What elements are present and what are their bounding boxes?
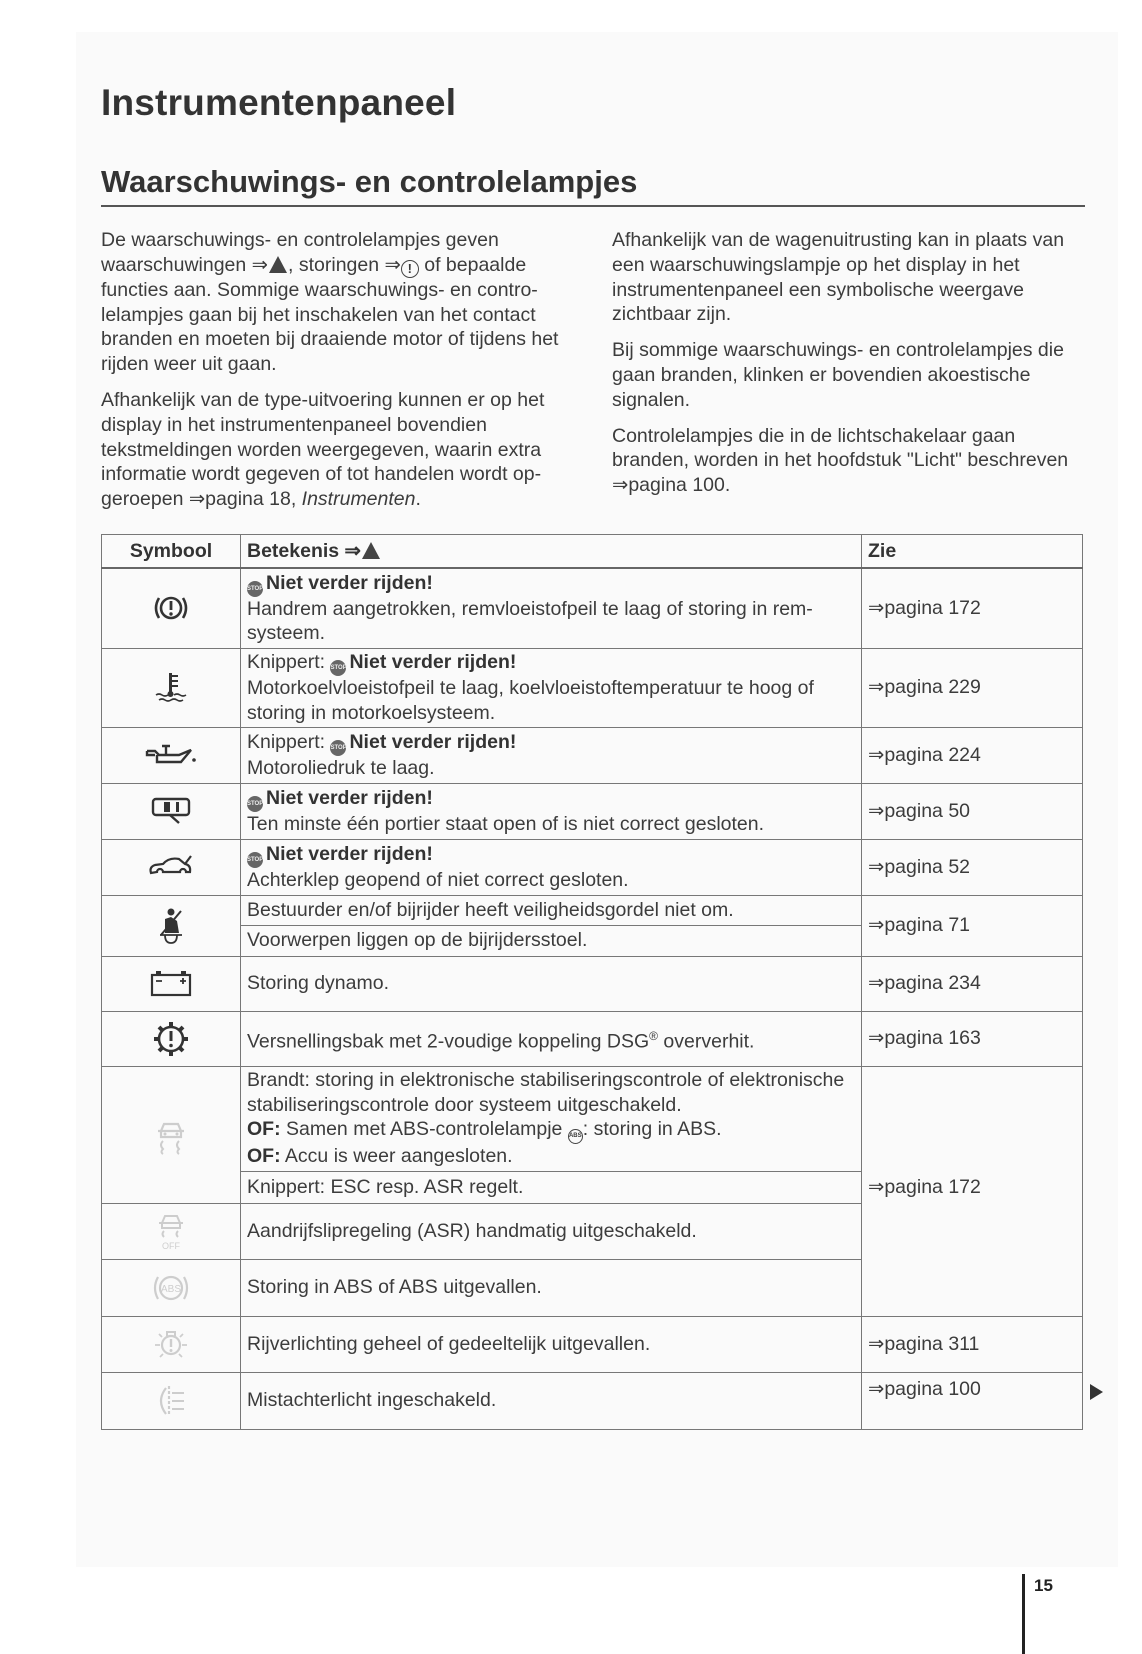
row-meaning: Storing in ABS of ABS uitgevallen. bbox=[241, 1259, 862, 1316]
intro-right-column bbox=[612, 228, 1082, 509]
table-row bbox=[102, 648, 1083, 727]
battery-icon bbox=[149, 969, 193, 999]
row-meaning: Brandt: storing in elektronische stabiliseringscontrole of elektronische stabiliseringscontrole door systeem uitgeschakeld. OF: Samen met ABS-controlelampje ABS: storing in ABS. OF: Accu is weer aangesloten. bbox=[241, 1066, 862, 1171]
row-meaning: Mistachterlicht ingeschakeld. bbox=[241, 1372, 862, 1429]
page-reference-link[interactable]: ⇒pagina 163 bbox=[862, 1011, 1083, 1066]
table-row bbox=[102, 568, 1083, 648]
page-number: 15 bbox=[1034, 1576, 1053, 1595]
page-number-divider bbox=[1022, 1574, 1025, 1654]
page-reference-link[interactable]: ⇒pagina 172 bbox=[862, 568, 1083, 648]
row-meaning: Knippert: STOP Niet verder rijden! Motorkoelvloeistofpeil te laag, koelvloeistoftemperatuur te hoog of storing in motorkoelsysteem. bbox=[241, 648, 862, 727]
coolant-temperature-icon bbox=[151, 670, 191, 706]
table-row bbox=[102, 1316, 1083, 1372]
continue-arrow-icon bbox=[1090, 1384, 1103, 1400]
rear-fog-light-icon bbox=[152, 1383, 190, 1419]
tailgate-open-icon bbox=[147, 853, 195, 881]
table-row bbox=[102, 727, 1083, 783]
stop-sign-icon: STOP bbox=[247, 581, 263, 597]
header-symbol: Symbool bbox=[102, 535, 241, 569]
row-meaning: STOP Niet verder rijden! Handrem aangetrokken, remvloeistofpeil te laag of storing in remsysteem. bbox=[241, 568, 862, 648]
stop-sign-icon: STOP bbox=[247, 796, 263, 812]
oil-pressure-icon bbox=[144, 742, 198, 768]
page-reference-link[interactable]: ⇒pagina 234 bbox=[862, 956, 1083, 1011]
table-row bbox=[102, 783, 1083, 839]
chapter-title: Instrumentenpaneel bbox=[101, 82, 457, 123]
header-see: Zie bbox=[862, 535, 1083, 569]
table-row bbox=[102, 895, 1083, 925]
row-meaning: Versnellingsbak met 2-voudige koppeling DSG® oververhit. bbox=[241, 1011, 862, 1066]
page-reference-link[interactable]: ⇒pagina 52 bbox=[862, 839, 1083, 895]
page-reference-link[interactable]: ⇒pagina 311 bbox=[862, 1316, 1083, 1372]
stop-sign-icon: STOP bbox=[330, 660, 346, 676]
section-title: Waarschuwings- en controlelampjes bbox=[101, 164, 638, 199]
intro-right-paragraph-3: Controlelampjes die in de lichtschakelaar gaan branden, worden in het hoofdstuk "Licht" beschreven ⇒pagina 100. bbox=[612, 424, 1069, 497]
svg-text:OFF: OFF bbox=[162, 1241, 180, 1251]
link-instrumenten[interactable]: Instrumenten bbox=[301, 488, 416, 511]
table-row bbox=[102, 839, 1083, 895]
page-reference-link[interactable]: ⇒pagina 100 bbox=[862, 1372, 1083, 1429]
header-meaning: Betekenis ⇒ bbox=[241, 535, 862, 569]
svg-text:ABS: ABS bbox=[160, 1283, 182, 1295]
door-open-icon bbox=[150, 795, 192, 827]
table-row bbox=[102, 1066, 1083, 1171]
table-row bbox=[102, 1011, 1083, 1066]
row-meaning: Knippert: STOP Niet verder rijden! Motoroliedruk te laag. bbox=[241, 727, 862, 783]
gearbox-warning-icon bbox=[152, 1020, 190, 1058]
intro-right-paragraph-1: Afhankelijk van de wagenuitrusting kan in plaats van een waarschuwingslampje op het display in het instrumentenpaneel een symbolische weergave zichtbaar zijn. bbox=[612, 229, 1065, 326]
row-meaning: Voorwerpen liggen op de bijrijdersstoel. bbox=[241, 925, 862, 956]
warning-triangle-icon bbox=[362, 542, 380, 559]
warning-triangle-icon bbox=[269, 256, 287, 273]
stop-sign-icon: STOP bbox=[330, 740, 346, 756]
row-meaning: Bestuurder en/of bijrijder heeft veiligheidsgordel niet om. bbox=[241, 895, 862, 925]
section-divider bbox=[101, 205, 1085, 207]
warning-lamps-table bbox=[101, 534, 1083, 1430]
esc-icon bbox=[154, 1115, 188, 1155]
row-meaning: STOP Niet verder rijden! Ten minste één portier staat open of is niet correct gesloten. bbox=[241, 783, 862, 839]
exclamation-circle-icon: ! bbox=[401, 260, 419, 278]
page-reference-link[interactable]: ⇒pagina 229 bbox=[862, 648, 1083, 727]
intro-right-paragraph-2: Bij sommige waarschuwings- en controlelampjes die gaan branden, klinken er bovendien akoestische signalen. bbox=[612, 339, 1064, 411]
page-reference-link[interactable]: ⇒pagina 50 bbox=[862, 783, 1083, 839]
asr-off-icon bbox=[156, 1211, 186, 1251]
abs-icon: ABS bbox=[568, 1129, 583, 1144]
table-row bbox=[102, 956, 1083, 1011]
page-reference-link[interactable]: ⇒pagina 224 bbox=[862, 727, 1083, 783]
intro-paragraph-1: De waarschuwings- en controlelampjes geven waarschuwingen ⇒ , storingen ⇒ ! of bepaalde functies aan. Sommige waarschuwings- en controlelampjes gaan bij het inschakelen van het contact branden en moeten bij draaiende motor of tijdens het rijden weer uit gaan. bbox=[101, 229, 559, 376]
row-meaning: Rijverlichting geheel of gedeeltelijk uitgevallen. bbox=[241, 1316, 862, 1372]
bulb-failure-icon bbox=[152, 1325, 190, 1363]
abs-icon bbox=[150, 1272, 192, 1304]
table-header-row bbox=[102, 535, 1083, 569]
page-reference-link[interactable]: ⇒pagina 71 bbox=[862, 895, 1083, 956]
row-meaning: Aandrijfslipregeling (ASR) handmatig uitgeschakeld. bbox=[241, 1203, 862, 1259]
table-row bbox=[102, 1372, 1083, 1429]
row-meaning: Knippert: ESC resp. ASR regelt. bbox=[241, 1171, 862, 1203]
seatbelt-icon bbox=[155, 907, 187, 945]
brake-warning-icon bbox=[151, 592, 191, 624]
stop-sign-icon: STOP bbox=[247, 852, 263, 868]
intro-left-column bbox=[101, 228, 571, 523]
row-meaning: STOP Niet verder rijden! Achterklep geopend of niet correct gesloten. bbox=[241, 839, 862, 895]
row-meaning: Storing dynamo. bbox=[241, 956, 862, 1011]
intro-paragraph-2: Afhankelijk van de type-uitvoering kunnen er op het display in het instrumentenpaneel bovendien tekstmeldingen worden weergegeven, waarin extra informatie wordt gegeven of tot handelen wordt opgeroepen ⇒pagina 18, Instrumenten. bbox=[101, 388, 545, 511]
page-reference-link[interactable]: ⇒pagina 172 bbox=[862, 1066, 1083, 1316]
